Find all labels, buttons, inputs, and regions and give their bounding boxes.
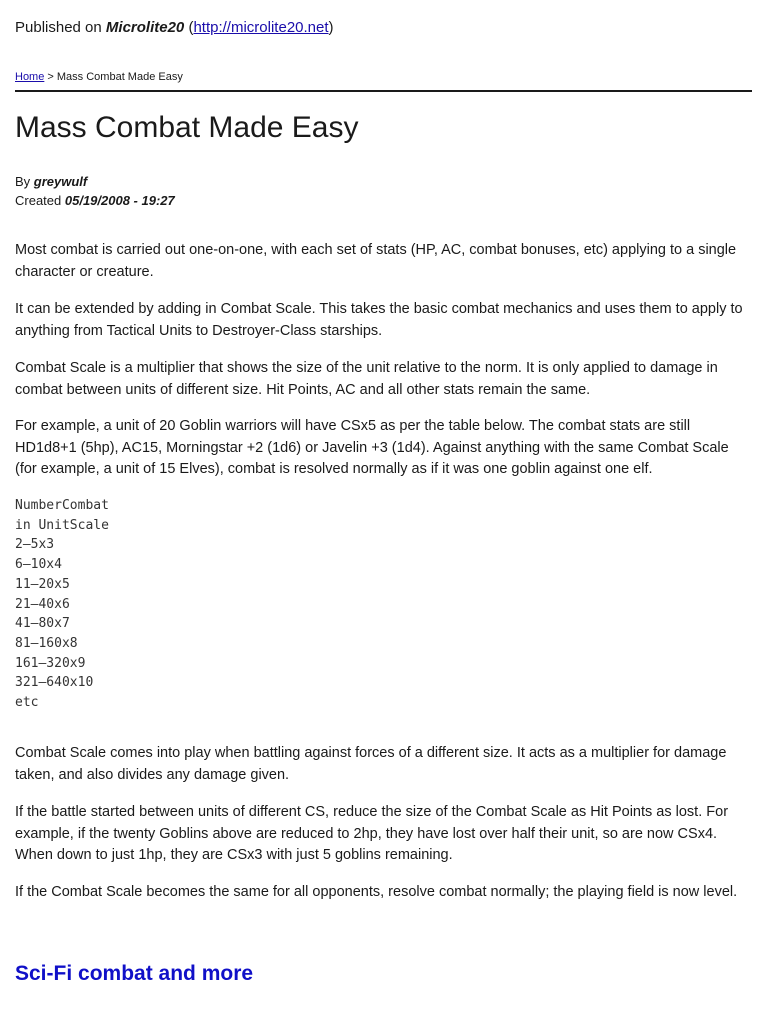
created-label: Created: [15, 193, 62, 208]
table-line: 41–80x7: [15, 616, 70, 632]
table-line: 321–640x10: [15, 675, 94, 691]
table-line: 6–10x4: [15, 557, 62, 573]
breadcrumb: [15, 70, 183, 85]
table-line: in UnitScale: [15, 517, 109, 533]
table-line: 81–160x8: [15, 635, 78, 651]
paragraph-1: Most combat is carried out one-on-one, with each set of stats (HP, AC, combat bonuses, etc) applying to a single character or creature.: [15, 242, 737, 280]
open-paren: (: [188, 19, 194, 36]
author-name: greywulf: [33, 174, 88, 189]
author-line: [15, 172, 175, 191]
breadcrumb-separator: >: [44, 71, 57, 83]
article-meta: [15, 172, 175, 210]
created-date: 05/19/2008 - 19:27: [64, 193, 175, 208]
breadcrumb-current: Mass Combat Made Easy: [56, 71, 183, 83]
paragraph-4: For example, a unit of 20 Goblin warriors will have CSx5 as per the table below. The combat stats are still HD1d8+1 (5hp), AC15, Morningstar +2 (1d6) or Javelin +3 (1d4). Against anything with the same Combat Scale (for example, a unit of 15 Elves), combat is resolved normally as if it was one goblin against one elf.: [15, 418, 729, 477]
table-line: 2–5x3: [15, 537, 55, 553]
published-prefix: Published on: [15, 19, 102, 36]
paragraph-2: It can be extended by adding in Combat Scale. This takes the basic combat mechanics and uses them to apply to anything from Tactical Units to Destroyer-Class starships.: [15, 301, 743, 339]
paragraph-7: If the Combat Scale becomes the same for all opponents, resolve combat normally; the playing field is now level.: [15, 884, 738, 900]
header-divider: [15, 90, 752, 92]
site-url-link[interactable]: http://microlite20.net: [193, 19, 329, 36]
combat-scale-table: [15, 496, 109, 713]
table-line: NumberCombat: [15, 498, 109, 513]
table-line: 21–40x6: [15, 596, 70, 612]
breadcrumb-home-link[interactable]: Home: [15, 71, 45, 83]
site-name: Microlite20: [105, 19, 185, 36]
table-line: etc: [15, 695, 39, 711]
paragraph-6: If the battle started between units of different CS, reduce the size of the Combat Scale as Hit Points as lost. For example, if the twenty Goblins above are reduced to 2hp, they have lost over half their unit, so are now CSx4. When down to just 1hp, they are CSx3 with just 5 goblins remaining.: [15, 804, 729, 863]
table-line: 11–20x5: [15, 576, 70, 592]
by-label: By: [15, 174, 31, 189]
table-line: 161–320x9: [15, 655, 86, 671]
close-paren: ): [328, 19, 334, 36]
paragraph-5: Combat Scale comes into play when battling against forces of a different size. It acts as a multiplier for damage taken, and also divides any damage given.: [15, 745, 727, 783]
created-line: [15, 191, 175, 210]
paragraph-3: Combat Scale is a multiplier that shows the size of the unit relative to the norm. It is only applied to damage in combat between units of different size. Hit Points, AC and all other stats remain the same.: [15, 360, 718, 398]
published-line: [15, 18, 334, 38]
page-title: Mass Combat Made Easy: [15, 111, 359, 144]
section-heading-scifi: Sci-Fi combat and more: [15, 962, 254, 985]
